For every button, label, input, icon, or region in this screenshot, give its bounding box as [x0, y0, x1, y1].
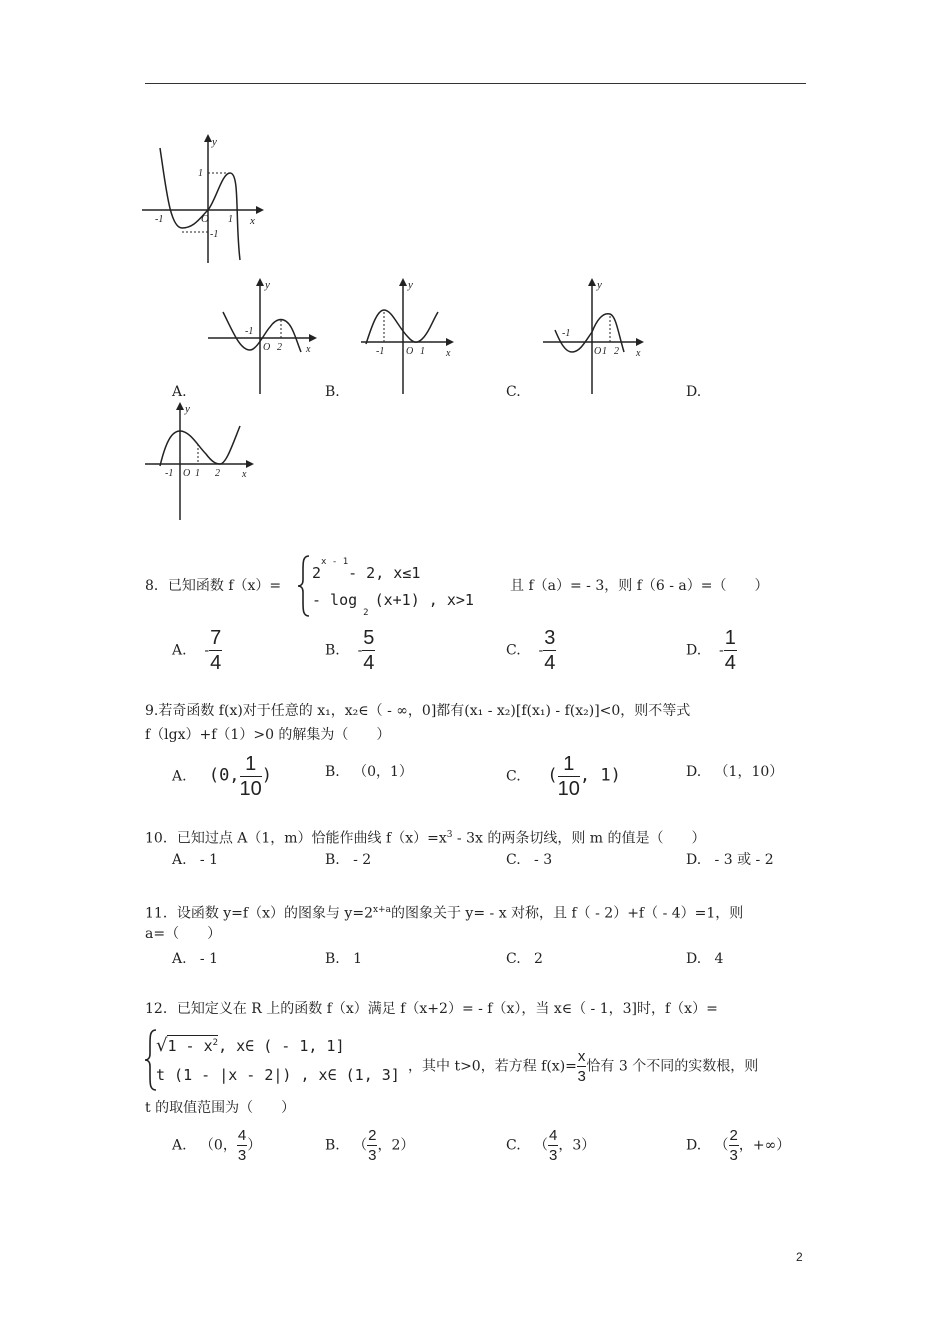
q8-stem: 8．已知函数 f（x）=: [145, 578, 282, 594]
option-a-graph: [205, 272, 320, 397]
q10-stem: 10．已知过点 A（1，m）恰能作曲线 $f(x)=x^3 - 3x$ 的两条切线，则 m 的值是（ ）: [145, 830, 706, 847]
q9-option-b[interactable]: B. （0，1）: [325, 764, 413, 780]
q8-option-c[interactable]: C. - $\frac{3}{4}$: [506, 627, 556, 674]
main-function-graph: [140, 128, 270, 268]
q9-option-c[interactable]: C. ( $\frac{1}{10}$ , 1): [506, 753, 621, 800]
q12-option-b[interactable]: B. （ $\frac{2}{3}$ ，2）: [325, 1127, 415, 1164]
axis-y-label: y: [408, 279, 413, 291]
tick-label: 1: [198, 168, 203, 179]
q11-option-a[interactable]: A. - 1: [172, 951, 219, 967]
header-rule: [145, 83, 806, 84]
q9-option-d[interactable]: D. （1，10）: [686, 764, 784, 780]
q7-option-c-label: C.: [506, 384, 521, 400]
q11-option-c[interactable]: C. 2: [506, 951, 543, 967]
tick-label: -1: [376, 346, 385, 357]
q10-option-b[interactable]: B. - 2: [325, 852, 372, 868]
tick-label: 2: [614, 346, 619, 357]
q11-option-d[interactable]: D. 4: [686, 951, 724, 967]
tick-label: 1: [602, 346, 607, 357]
q7-option-d-label: D.: [686, 384, 702, 400]
axis-x-label: x: [636, 348, 641, 359]
q9-line-2: f（lgx）+f（1）>0 的解集为（ ）: [145, 727, 391, 743]
q10-option-d[interactable]: D. - 3 或 - 2: [686, 852, 774, 868]
option-c-graph: [540, 272, 655, 397]
q8-option-d[interactable]: D. - $\frac{1}{4}$: [686, 627, 736, 674]
q12-option-c[interactable]: C. （ $\frac{4}{3}$ ，3）: [506, 1127, 596, 1164]
axis-y-label: y: [597, 279, 602, 291]
q8-piece-1: 2$^{x - 1}$- 2, x≤1: [312, 557, 421, 582]
tick-label: 1: [228, 214, 233, 225]
tick-label: -1: [245, 326, 254, 337]
page-number: 2: [796, 1250, 803, 1264]
q7-option-a-label: A.: [172, 384, 187, 400]
tick-label: -1: [562, 328, 571, 339]
q8-option-b[interactable]: B. - $\frac{5}{4}$: [325, 627, 375, 674]
tick-label: -1: [165, 468, 174, 479]
q9-option-a[interactable]: A. (0, $\frac{1}{10}$ ): [172, 753, 273, 800]
q12-option-d[interactable]: D. （ $\frac{2}{3}$ ，+∞）: [686, 1127, 791, 1164]
option-b-graph: [358, 272, 458, 397]
option-d-graph: [142, 396, 257, 522]
q12-line-3: t 的取值范围为（ ）: [145, 1100, 296, 1116]
tick-label: 1: [420, 346, 425, 357]
q10-option-c[interactable]: C. - 3: [506, 852, 553, 868]
q12-piece-1: $√1 - x^2$, x∈ ( - 1, 1]: [156, 1035, 345, 1056]
axis-x-label: x: [242, 469, 247, 480]
tick-label: 2: [215, 468, 220, 479]
q12-piece-2: t (1 - |x - 2|) , x∈ (1, 3]: [156, 1066, 400, 1084]
origin-label: O: [263, 342, 271, 353]
axis-x-label: x: [306, 344, 311, 355]
q8-tail: 且 f（a）= - 3，则 f（6 - a）=（ ）: [510, 578, 769, 594]
origin-label: O: [406, 346, 414, 357]
q8-piece-2: - $\log_2(x+1)$ , x>1: [312, 591, 474, 618]
q11-option-b[interactable]: B. 1: [325, 951, 363, 967]
q7-option-b-label: B.: [325, 384, 340, 400]
axis-y-label: y: [212, 136, 217, 148]
axis-y-label: y: [185, 403, 190, 415]
origin-label: O: [594, 346, 602, 357]
origin-label: O: [201, 213, 209, 225]
q11-stem: 11．设函数 y=f（x）的图象与 $y=2^{x+a}$的图象关于 y= - x 对称，且 f（ - 2）+f（ - 4）=1，则: [145, 905, 744, 922]
q10-option-a[interactable]: A. - 1: [172, 852, 219, 868]
origin-label: O: [183, 468, 191, 479]
tick-label: -1: [155, 214, 164, 225]
q12-option-a[interactable]: A. （0， $\frac{4}{3}$ ）: [172, 1127, 262, 1164]
q8-option-a[interactable]: A. - $\frac{7}{4}$: [172, 627, 222, 674]
axis-x-label: x: [250, 215, 255, 227]
q8-brace: [297, 554, 311, 618]
q11-line-2: a=（ ）: [145, 926, 222, 942]
axis-y-label: y: [265, 279, 270, 291]
axis-x-label: x: [446, 348, 451, 359]
q12-middle: ，其中 t>0，若方程 f(x)= $\frac{x}{3}$ 恰有 3 个不同的实数根，则: [408, 1048, 759, 1085]
tick-label: 2: [277, 342, 282, 353]
q12-line-1: 12．已知定义在 R 上的函数 f（x）满足 f（x+2）= - f（x），当 x∈（ - 1，3]时，f（x）=: [145, 1001, 718, 1017]
tick-label: 1: [195, 468, 200, 479]
tick-label: -1: [210, 229, 219, 240]
q9-line-1: 9.若奇函数 f(x)对于任意的 x₁，x₂∈（ - ∞，0]都有(x₁ - x₂)[f(x₁) - f(x₂)]<0，则不等式: [145, 703, 691, 719]
